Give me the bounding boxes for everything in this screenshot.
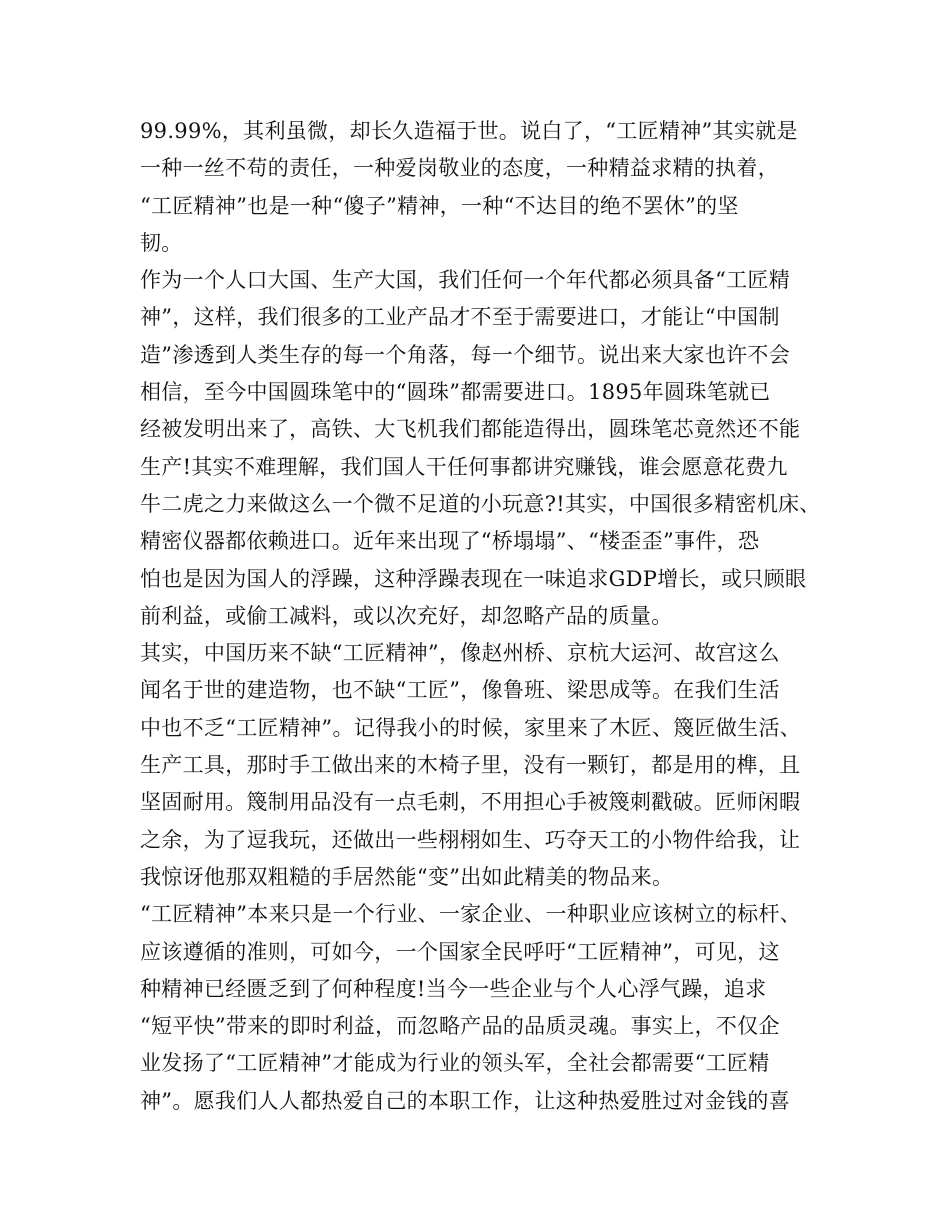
text-line-21: 我惊讶他那双粗糙的手居然能“变”出如此精美的物品来。	[140, 864, 674, 889]
text-line-15: 其实，中国历来不缺“工匠精神”，像赵州桥、京杭大运河、故宫这么	[140, 641, 780, 666]
text-line-11: 牛二虎之力来做这么一个微不足道的小玩意?!其实，中国很多精密机床、	[140, 491, 821, 516]
text-line-13: 怕也是因为国人的浮躁，这种浮躁表现在一味追求GDP增长，或只顾眼	[140, 566, 807, 591]
text-line-9: 经被发明出来了，高铁、大飞机我们都能造得出，圆珠笔芯竟然还不能	[140, 417, 801, 442]
text-line-16: 闻名于世的建造物，也不缺“工匠”，像鲁班、梁思成等。在我们生活	[140, 678, 780, 703]
text-line-20: 之余，为了逗我玩，还做出一些栩栩如生、巧夺天工的小物件给我，让	[140, 827, 801, 852]
text-line-17: 中也不乏“工匠精神”。记得我小的时候，家里来了木匠、篾匠做生活、	[140, 715, 802, 740]
text-line-26: 业发扬了“工匠精神”才能成为行业的领头军，全社会都需要“工匠精	[140, 1051, 770, 1076]
text-line-7: 造”渗透到人类生存的每一个角落，每一个细节。说出来大家也许不会	[140, 342, 791, 367]
text-line-2: 一种一丝不苟的责任，一种爱岗敬业的态度，一种精益求精的执着，	[140, 156, 779, 181]
text-line-23: 应该遵循的准则，可如今，一个国家全民呼吁“工匠精神”，可见，这	[140, 939, 780, 964]
text-line-27: 神”。愿我们人人都热爱自己的本职工作，让这种热爱胜过对金钱的喜	[140, 1088, 791, 1113]
text-line-8: 相信，至今中国圆珠笔中的“圆珠”都需要进口。1895年圆珠笔就已	[140, 380, 771, 405]
document-body	[140, 113, 830, 1120]
text-line-22: “工匠精神”本来只是一个行业、一家企业、一种职业应该树立的标杆、	[140, 902, 802, 927]
text-line-3: “工匠精神”也是一种“傻子”精神，一种“不达目的绝不罢休”的坚	[140, 193, 739, 218]
text-line-25: “短平快”带来的即时利益，而忽略产品的品质灵魂。事实上，不仅企	[140, 1014, 780, 1039]
text-line-19: 坚固耐用。篾制用品没有一点毛刺，不用担心手被篾刺戳破。匠师闲暇	[140, 790, 801, 815]
text-line-5: 作为一个人口大国、生产大国，我们任何一个年代都必须具备“工匠精	[140, 268, 791, 293]
text-line-6: 神”，这样，我们很多的工业产品才不至于需要进口，才能让“中国制	[140, 305, 780, 330]
text-line-14: 前利益，或偷工减料，或以次充好，却忽略产品的质量。	[140, 603, 673, 628]
text-line-12: 精密仪器都依赖进口。近年来出现了“桥塌塌”、“楼歪歪”事件，恐	[140, 529, 760, 554]
text-line-4: 韧。	[140, 230, 183, 255]
text-line-24: 种精神已经匮乏到了何种程度!当今一些企业与个人心浮气躁，追求	[140, 976, 767, 1001]
text-line-10: 生产!其实不难理解，我们国人干任何事都讲究赚钱，谁会愿意花费九	[140, 454, 788, 479]
text-line-18: 生产工具，那时手工做出来的木椅子里，没有一颗钉，都是用的榫，且	[140, 753, 801, 778]
text-line-1: 99.99%，其利虽微，却长久造福于世。说白了，“工匠精神”其实就是	[140, 119, 798, 143]
